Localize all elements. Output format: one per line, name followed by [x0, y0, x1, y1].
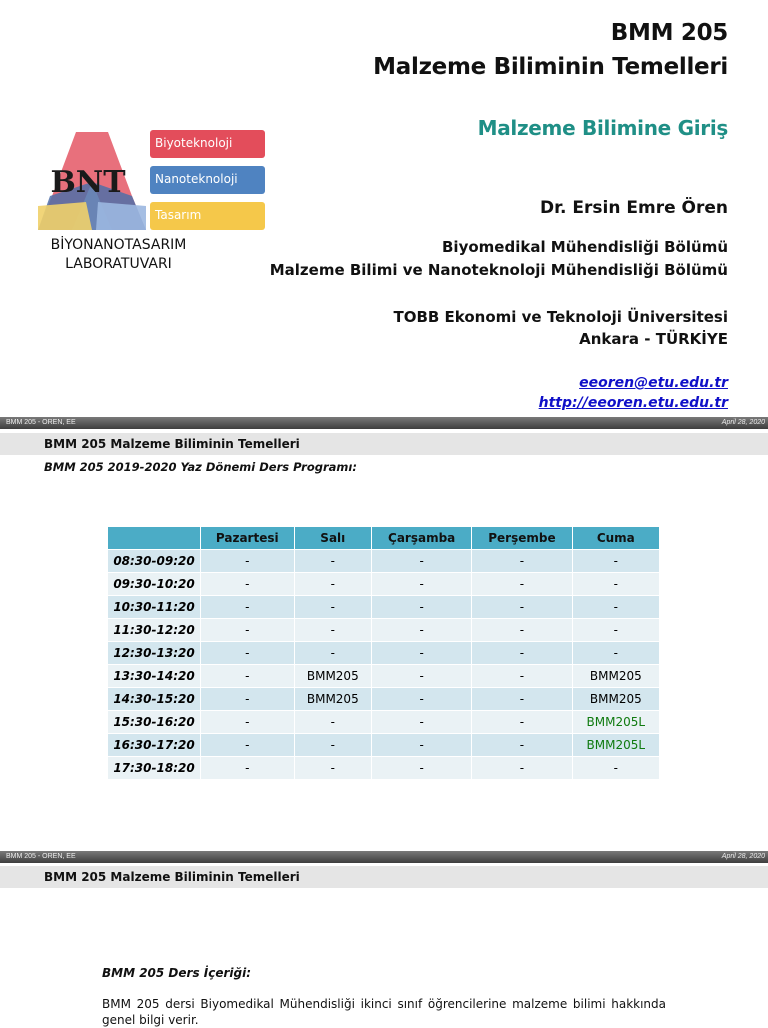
schedule-cell: -	[201, 757, 295, 780]
schedule-cell: -	[201, 619, 295, 642]
time-slot-cell: 13:30-14:20	[108, 665, 201, 688]
schedule-cell: -	[201, 688, 295, 711]
schedule-cell: -	[294, 619, 372, 642]
column-header: Perşembe	[472, 527, 572, 550]
title-slide	[0, 0, 768, 417]
table-row	[108, 642, 660, 665]
schedule-cell: -	[572, 596, 659, 619]
schedule-cell: -	[201, 665, 295, 688]
schedule-cell: -	[472, 711, 572, 734]
course-title: Malzeme Biliminin Temelleri	[373, 54, 728, 80]
table-row	[108, 550, 660, 573]
table-row	[108, 711, 660, 734]
schedule-cell: -	[201, 642, 295, 665]
time-slot-cell: 14:30-15:20	[108, 688, 201, 711]
schedule-cell: -	[472, 619, 572, 642]
schedule-cell: -	[572, 642, 659, 665]
schedule-cell: -	[472, 596, 572, 619]
content-title: BMM 205 Ders İçeriği:	[102, 966, 252, 980]
slide-bar	[0, 851, 768, 863]
lab-name	[36, 236, 201, 274]
schedule-cell: -	[201, 596, 295, 619]
course-code: BMM 205	[610, 20, 728, 46]
column-header: Pazartesi	[201, 527, 295, 550]
svg-text:BNT: BNT	[50, 165, 126, 200]
department-materials: Malzeme Bilimi ve Nanoteknoloji Mühendisliği Bölümü	[269, 261, 728, 279]
schedule-cell: -	[294, 757, 372, 780]
schedule-cell: -	[372, 757, 472, 780]
schedule-cell: -	[472, 642, 572, 665]
schedule-title: BMM 205 2019-2020 Yaz Dönemi Ders Programı:	[44, 460, 357, 474]
time-slot-cell: 15:30-16:20	[108, 711, 201, 734]
schedule-cell: -	[372, 642, 472, 665]
time-slot-cell: 10:30-11:20	[108, 596, 201, 619]
logo-label-tasarim: Tasarım	[150, 202, 265, 230]
lab-name-line1: BİYONANOTASARIM	[50, 237, 187, 253]
bar-date: April 28, 2020	[721, 419, 765, 426]
schedule-cell: BMM205L	[572, 734, 659, 757]
table-row	[108, 619, 660, 642]
table-row	[108, 665, 660, 688]
time-slot-cell: 17:30-18:20	[108, 757, 201, 780]
schedule-cell: -	[472, 757, 572, 780]
content-body: BMM 205 dersi Biyomedikal Mühendisliği ikinci sınıf öğrencilerine malzeme bilimi hakkında genel bilgi verir.	[102, 997, 666, 1027]
email-link[interactable]: eeoren@etu.edu.tr	[579, 375, 728, 391]
city-country: Ankara - TÜRKİYE	[579, 330, 728, 348]
schedule-cell: -	[372, 711, 472, 734]
schedule-cell: -	[372, 550, 472, 573]
schedule-cell: -	[572, 573, 659, 596]
schedule-cell: -	[472, 734, 572, 757]
schedule-cell: -	[201, 573, 295, 596]
table-row	[108, 688, 660, 711]
schedule-cell: -	[372, 665, 472, 688]
column-header: Salı	[294, 527, 372, 550]
table-row	[108, 573, 660, 596]
schedule-table	[108, 527, 660, 779]
lab-name-line2: LABORATUVARI	[65, 256, 172, 272]
schedule-cell: BMM205	[572, 688, 659, 711]
schedule-cell: -	[294, 596, 372, 619]
column-header: Cuma	[572, 527, 659, 550]
column-header: Çarşamba	[372, 527, 472, 550]
schedule-cell: BMM205	[572, 665, 659, 688]
schedule-cell: -	[372, 573, 472, 596]
schedule-cell: -	[294, 573, 372, 596]
author-name: Dr. Ersin Emre Ören	[539, 198, 728, 218]
schedule-cell: BMM205L	[572, 711, 659, 734]
bar-left-text: BMM 205 - OREN, EE	[6, 853, 76, 860]
schedule-cell: -	[372, 619, 472, 642]
schedule-cell: -	[201, 711, 295, 734]
website-link[interactable]: http://eeoren.etu.edu.tr	[538, 395, 728, 411]
schedule-cell: -	[572, 757, 659, 780]
schedule-cell: -	[372, 688, 472, 711]
schedule-cell: -	[572, 619, 659, 642]
time-slot-cell: 11:30-12:20	[108, 619, 201, 642]
slide-header-title: BMM 205 Malzeme Biliminin Temelleri	[44, 870, 300, 884]
table-row	[108, 757, 660, 780]
schedule-cell: -	[201, 550, 295, 573]
time-slot-cell: 09:30-10:20	[108, 573, 201, 596]
schedule-cell: BMM205	[294, 688, 372, 711]
schedule-cell: -	[294, 550, 372, 573]
logo-label-nanoteknoloji: Nanoteknoloji	[150, 166, 265, 194]
schedule-cell: BMM205	[294, 665, 372, 688]
logo-label-biyoteknoloji: Biyoteknoloji	[150, 130, 265, 158]
table-row	[108, 734, 660, 757]
schedule-cell: -	[372, 596, 472, 619]
time-slot-cell: 08:30-09:20	[108, 550, 201, 573]
schedule-cell: -	[472, 665, 572, 688]
schedule-cell: -	[294, 734, 372, 757]
schedule-cell: -	[472, 688, 572, 711]
time-slot-cell: 12:30-13:20	[108, 642, 201, 665]
slide-subtitle: Malzeme Bilimine Giriş	[477, 116, 728, 140]
schedule-cell: -	[294, 642, 372, 665]
bnt-emblem-icon	[36, 126, 146, 236]
column-header	[108, 527, 201, 550]
slide-bar	[0, 417, 768, 429]
bar-date: April 28, 2020	[721, 853, 765, 860]
slide-header-title: BMM 205 Malzeme Biliminin Temelleri	[44, 437, 300, 451]
bar-left-text: BMM 205 - OREN, EE	[6, 419, 76, 426]
schedule-cell: -	[201, 734, 295, 757]
university-name: TOBB Ekonomi ve Teknoloji Üniversitesi	[393, 308, 728, 326]
slide-header	[0, 433, 768, 455]
schedule-cell: -	[572, 550, 659, 573]
table-row	[108, 596, 660, 619]
slide-header	[0, 866, 768, 888]
time-slot-cell: 16:30-17:20	[108, 734, 201, 757]
table-header-row	[108, 527, 660, 550]
schedule-cell: -	[472, 573, 572, 596]
schedule-cell: -	[294, 711, 372, 734]
schedule-cell: -	[372, 734, 472, 757]
department-biomedical: Biyomedikal Mühendisliği Bölümü	[442, 238, 728, 256]
schedule-cell: -	[472, 550, 572, 573]
